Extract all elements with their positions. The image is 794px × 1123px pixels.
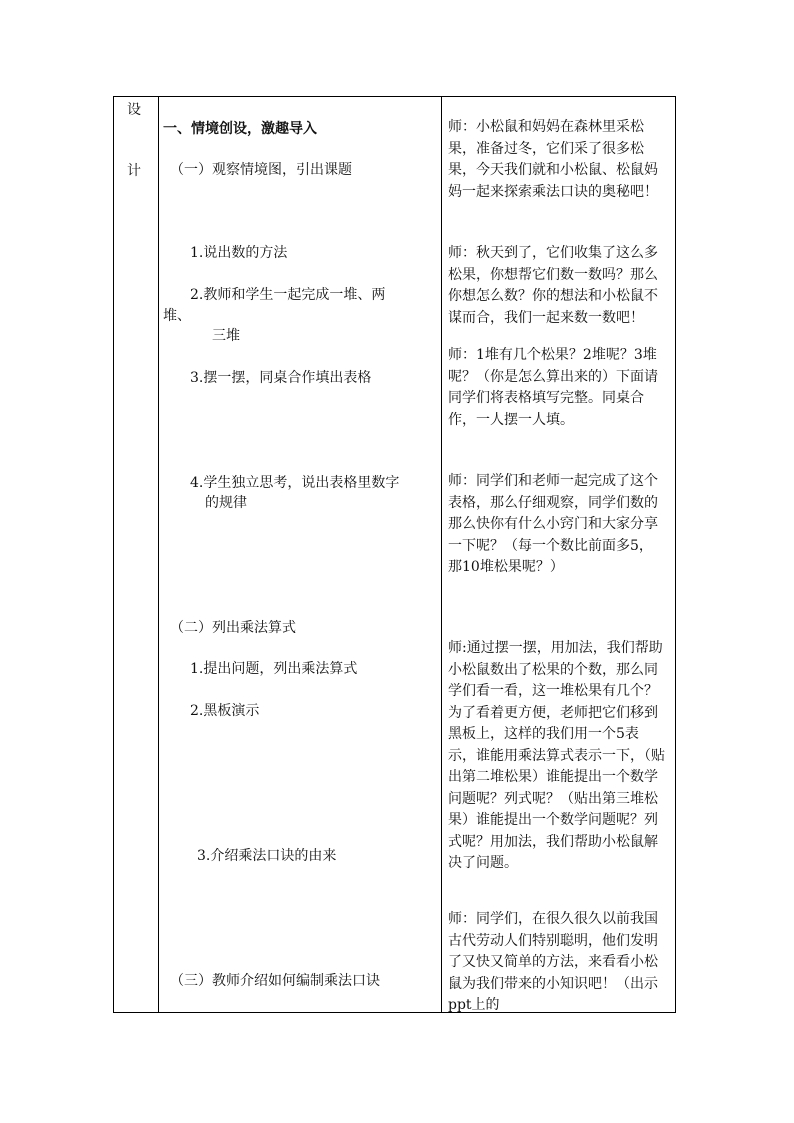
subsection-1: （一）观察情境图，引出课题 [170, 162, 352, 178]
step-2-line-1: 2.教师和学生一起完成一堆、两 [190, 287, 386, 303]
side-label-char-1: 设 [127, 102, 141, 118]
section-title: 一、情境创设，激趣导入 [163, 121, 317, 137]
teacher-script-2: 师：秋天到了，它们收集了这么多松果，你想帮它们数一数吗？那么你想怎么数？你的想法和小松鼠不谋而合，我们一起来数一数吧！ [448, 245, 658, 326]
step-2-line-2: 堆、 [163, 308, 191, 324]
sub2-step-3: 3.介绍乘法口诀的由来 [197, 848, 337, 864]
teacher-script-1: 师：小松鼠和妈妈在森林里采松果，准备过冬，它们采了很多松果，今天我们就和小松鼠、松鼠妈妈一起来探索乘法口诀的奥秘吧！ [448, 119, 658, 200]
step-4-line-2: 的规律 [205, 495, 247, 511]
teacher-script-3: 师：1堆有几个松果？2堆呢？3堆呢？（你是怎么算出来的）下面请同学们将表格填写完整。同桌合作，一人摆一人填。 [448, 347, 658, 428]
subsection-2: （二）列出乘法算式 [170, 620, 296, 636]
subsection-3: （三）教师介绍如何编制乘法口诀 [170, 973, 380, 989]
teacher-script-5: 师:通过摆一摆，用加法，我们帮助小松鼠数出了松果的个数，那么同学们看一看，这一堆松果有几个？为了看着更方便，老师把它们移到黑板上，这样的我们用一个5表示，谁能用乘法算式表示一下，（贴出第二堆松果）谁能提出一个数学问题呢？列式呢？（贴出第三堆松果）谁能提出一个数学问题呢？列式呢？用加法，我们帮助小松鼠解决了问题。 [448, 640, 665, 871]
column-divider-2 [441, 97, 442, 1012]
column-divider-1 [158, 97, 159, 1012]
teacher-script-6: 师：同学们，在很久很久以前我国古代劳动人们特别聪明，他们发明了又快又简单的方法，来看看小松鼠为我们带来的小知识吧！（出示ppt上的 [448, 911, 658, 1013]
sub2-step-2: 2.黑板演示 [190, 703, 260, 719]
sub2-step-1: 1.提出问题，列出乘法算式 [190, 661, 358, 677]
side-label-char-2: 计 [127, 163, 141, 179]
step-3: 3.摆一摆，同桌合作填出表格 [190, 370, 372, 386]
step-4-line-1: 4.学生独立思考，说出表格里数字 [190, 475, 400, 491]
teacher-script-4: 师：同学们和老师一起完成了这个表格，那么仔细观察，同学们数的那么快你有什么小窍门和大家分享一下呢？（每一个数比前面多5，那10堆松果呢？） [448, 473, 658, 575]
step-1: 1.说出数的方法 [190, 245, 288, 261]
step-2-line-3: 三堆 [212, 328, 240, 344]
